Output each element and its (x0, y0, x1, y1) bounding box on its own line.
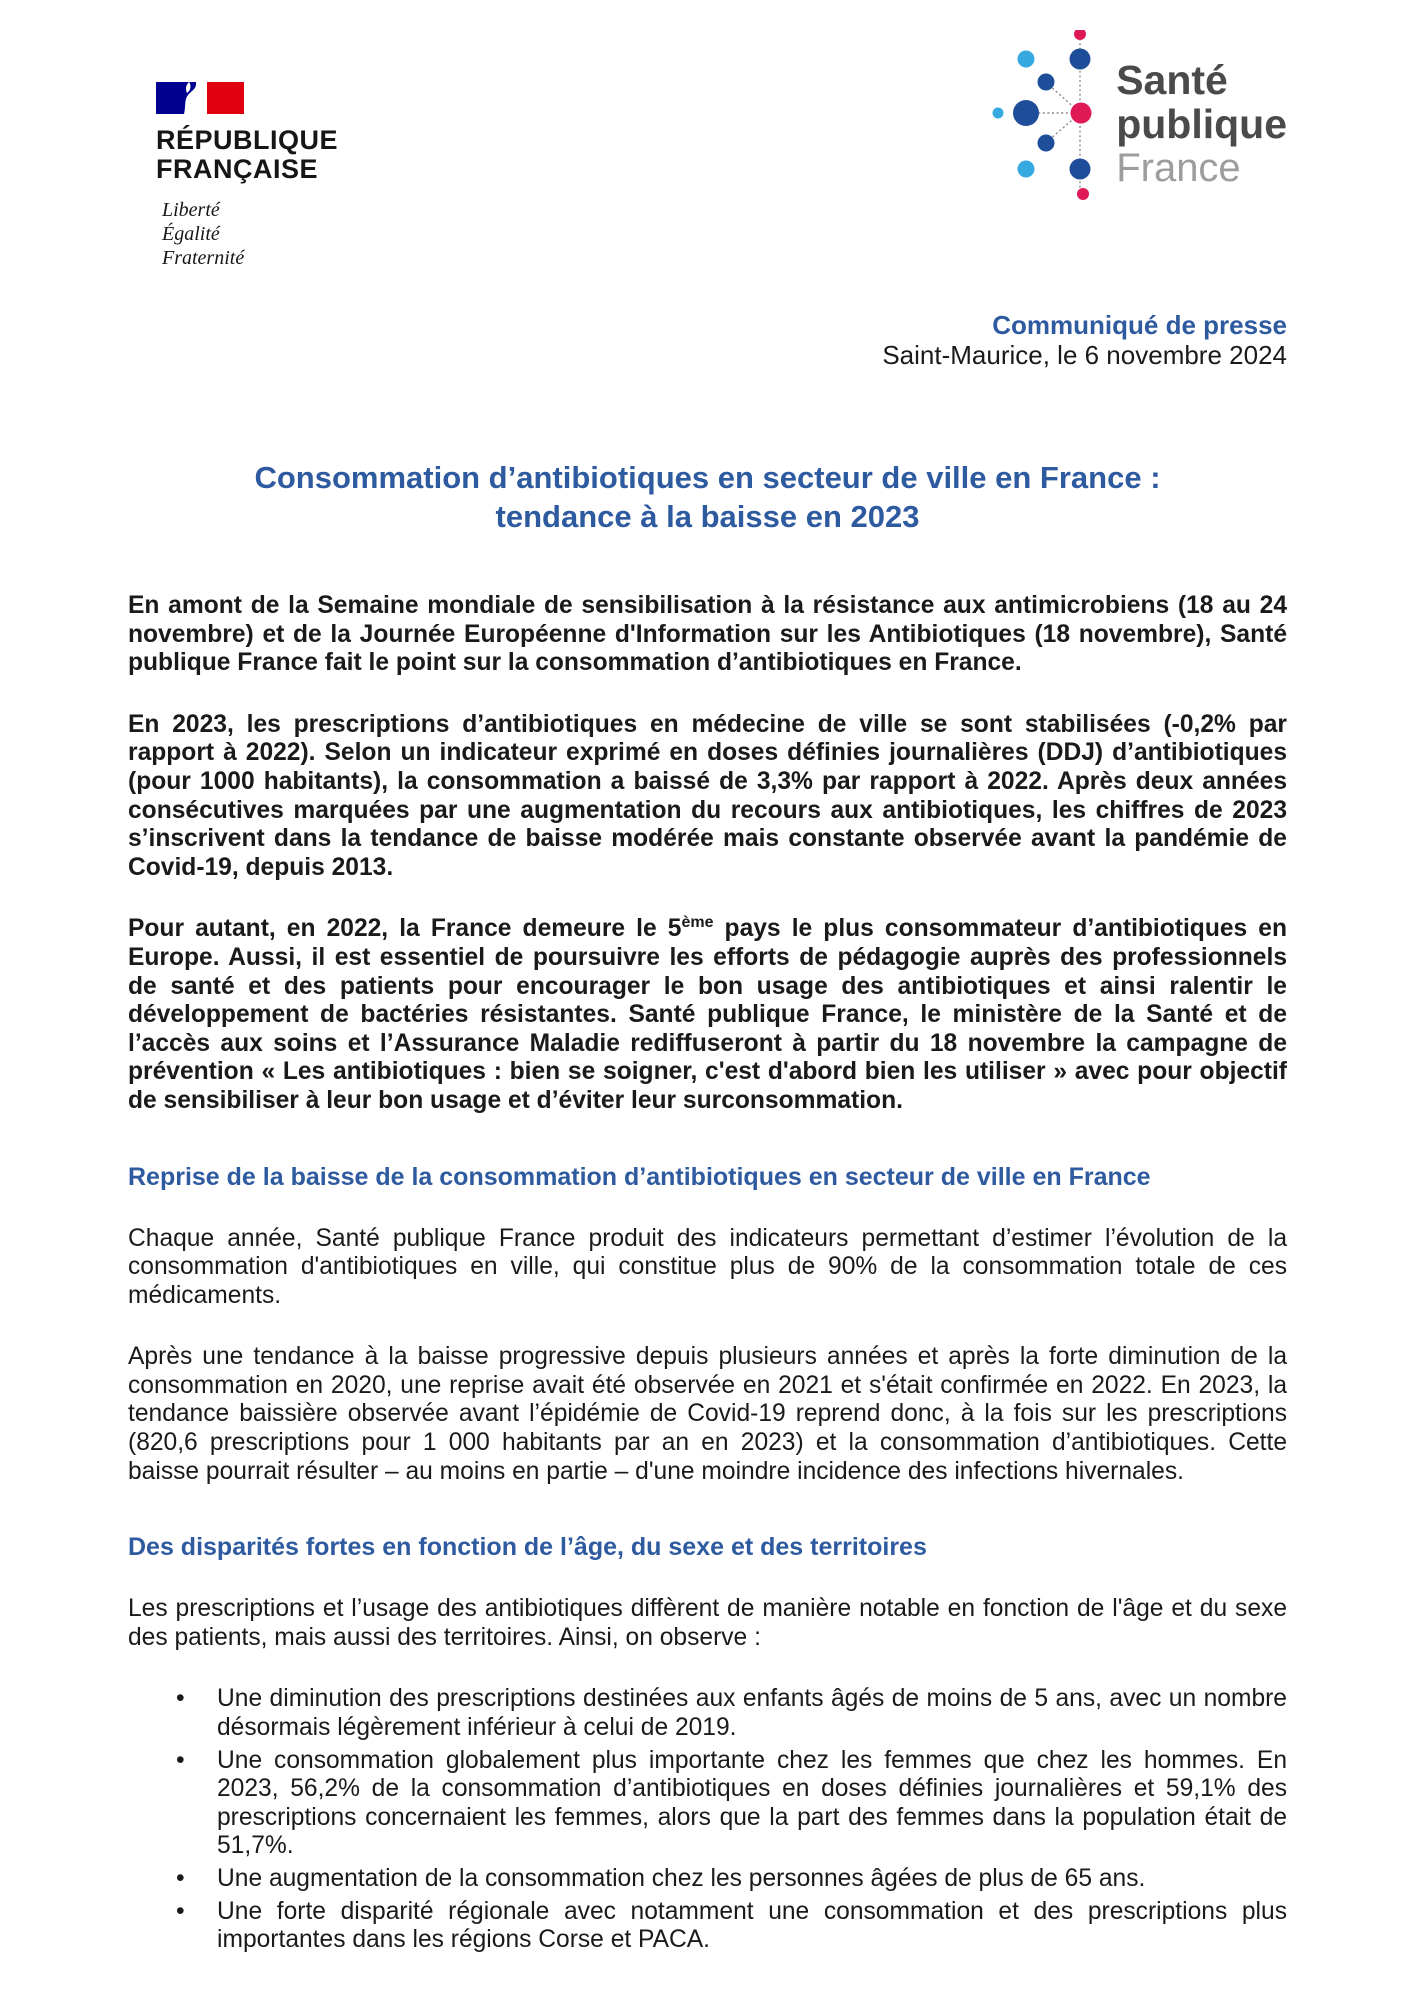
spf-logo-text (1116, 58, 1287, 190)
lead-paragraph-3-pre: Pour autant, en 2022, la France demeure le 5 (128, 915, 682, 943)
spf-text-sante: Santé (1116, 57, 1228, 103)
bullet-item-enfants: • Une diminution des prescriptions destinées aux enfants âgés de moins de 5 ans, avec un nombre désormais légèrement inférieur à celui de 2019. (176, 1685, 1287, 1742)
republique-francaise-logo (156, 82, 338, 270)
sante-publique-france-logo (988, 30, 1287, 230)
motto-egalite: Égalité (162, 223, 220, 245)
document-body (128, 592, 1287, 1955)
disparities-bullet-list (128, 1685, 1287, 1954)
press-release-header (128, 310, 1287, 370)
republique-name-line1: RÉPUBLIQUE (156, 125, 339, 155)
document-title-line2: tendance à la baisse en 2023 (495, 499, 920, 534)
bullet-item-femmes: • Une consommation globalement plus importante chez les femmes que chez les hommes. En 2023, 56,2% de la consommation d’antibiotiques en doses définies journalières et 59,1% des prescriptions concernaient les femmes, alors que la part des femmes dans la population était de 51,7%. (176, 1747, 1287, 1861)
bullet-item-65ans: • Une augmentation de la consommation chez les personnes âgées de plus de 65 ans. (176, 1865, 1287, 1894)
section2-paragraph-1: Les prescriptions et l’usage des antibiotiques diffèrent de manière notable en fonction de l'âge et du sexe des patients, mais aussi des territoires. Ainsi, on observe : (128, 1595, 1287, 1651)
page-header (128, 30, 1287, 270)
spf-dots-network-icon (988, 30, 1108, 230)
motto-fraternite: Fraternité (162, 247, 245, 269)
lead-paragraph-2: En 2023, les prescriptions d’antibiotiques en médecine de ville se sont stabilisées (-0,2% par rapport à 2022). Selon un indicateur exprimé en doses définies journalières (DDJ) d’antibiotiques (pour 1000 habitants), la consommation a baissé de 3,3% par rapport à 2022. Après deux années consécutives marquées par une augmentation du recours aux antibiotiques, les chiffres de 2023 s’inscrivent dans la tendance de baisse modérée mais constante observée avant la pandémie de Covid-19, depuis 2013. (128, 710, 1287, 881)
document-title-line1: Consommation d’antibiotiques en secteur de ville en France : (254, 460, 1161, 495)
press-release-dateline: Saint-Maurice, le 6 novembre 2024 (882, 340, 1287, 370)
press-release-label: Communiqué de presse (992, 310, 1287, 340)
spf-text-france: France (1116, 146, 1241, 190)
section1-paragraph-1: Chaque année, Santé publique France produit des indicateurs permettant d’estimer l’évolution de la consommation d'antibiotiques en ville, qui constitue plus de 90% de la consommation totale de ces médicaments. (128, 1224, 1287, 1309)
section-heading-disparites: Des disparités fortes en fonction de l’âge, du sexe et des territoires (128, 1533, 927, 1562)
french-flag-marianne-icon (156, 82, 244, 114)
section1-paragraph-2: Après une tendance à la baisse progressive depuis plusieurs années et après la forte diminution de la consommation en 2020, une reprise avait été observée en 2021 et s'était confirmée en 2022. En 2023, la tendance baissière observée avant l’épidémie de Covid-19 reprend donc, à la fois sur les prescriptions (820,6 prescriptions pour 1 000 habitants par an en 2023) et la consommation d’antibiotiques. Cette baisse pourrait résulter – au moins en partie – d'une moindre incidence des infections hivernales. (128, 1343, 1287, 1485)
lead-paragraph-3-post: pays le plus consommateur d’antibiotiques en Europe. Aussi, il est essentiel de poursuivre les efforts de pédagogie auprès des professionnels de santé et des patients pour encourager le bon usage des antibiotiques et ainsi ralentir le développement de bactéries résistantes. Santé publique France, le ministère de la Santé et de l’accès aux soins et l’Assurance Maladie rediffuseront à partir du 18 novembre la campagne de prévention « Les antibiotiques : bien se soigner, c'est d'abord bien les utiliser » avec pour objectif de sensibiliser à leur bon usage et d’éviter leur surconsommation. (128, 915, 1287, 1114)
document-title (128, 458, 1287, 536)
republique-motto (162, 198, 338, 270)
lead-paragraph-3 (128, 915, 1287, 1115)
lead-paragraph-1: En amont de la Semaine mondiale de sensibilisation à la résistance aux antimicrobiens (18 au 24 novembre) et de la Journée Européenne d'Information sur les Antibiotiques (18 novembre), Santé publique France fait le point sur la consommation d’antibiotiques en France. (128, 592, 1287, 677)
republique-name-line2: FRANÇAISE (156, 154, 319, 184)
motto-liberte: Liberté (162, 199, 220, 221)
republique-name (156, 126, 338, 184)
lead-paragraph-3-superscript: ème (681, 914, 714, 932)
spf-text-publique: publique (1116, 101, 1287, 147)
bullet-item-regions: • Une forte disparité régionale avec notamment une consommation et des prescriptions plus importantes dans les régions Corse et PACA. (176, 1898, 1287, 1955)
section-heading-baisse: Reprise de la baisse de la consommation d’antibiotiques en secteur de ville en France (128, 1162, 1151, 1191)
